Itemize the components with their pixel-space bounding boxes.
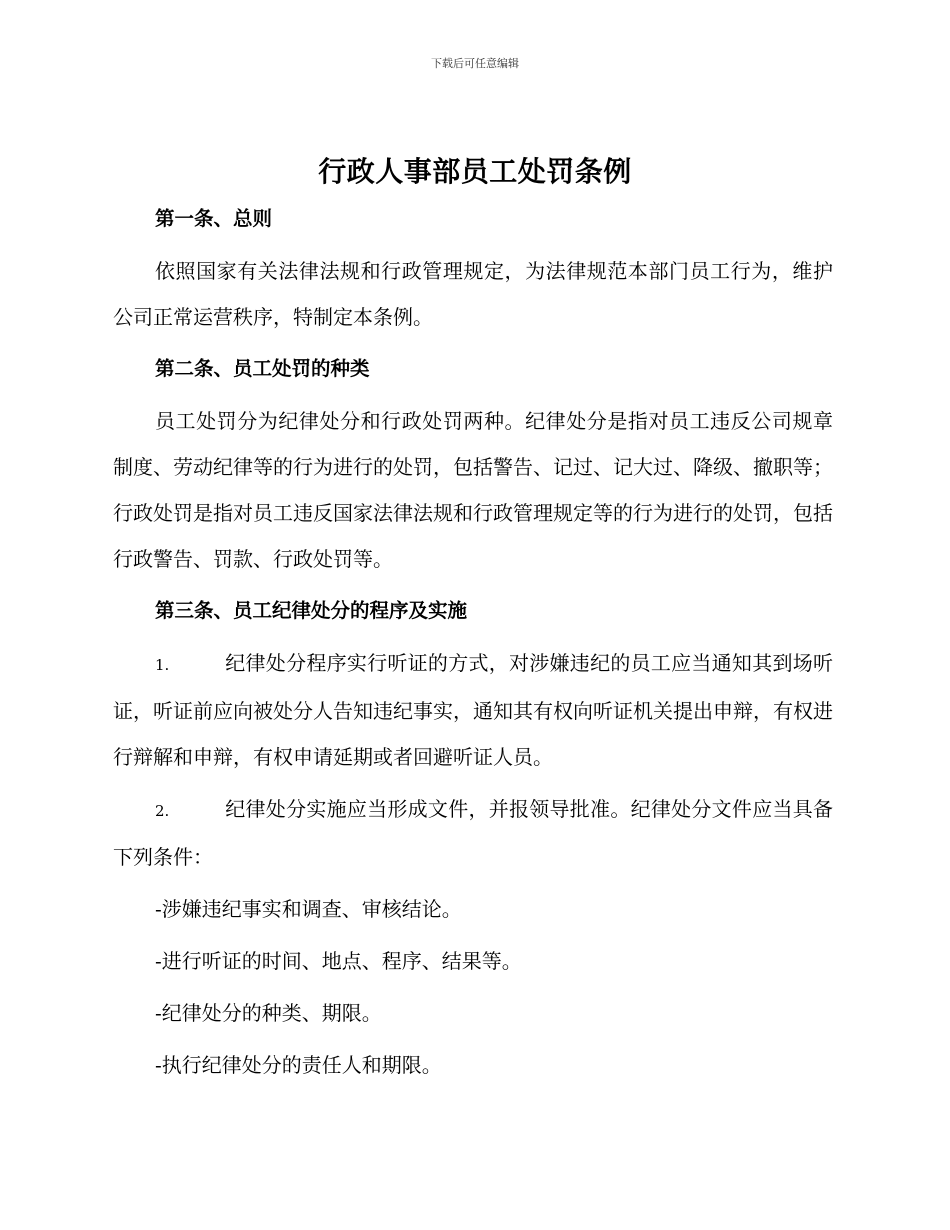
list-item: -执行纪律处分的责任人和期限。 xyxy=(155,1053,442,1077)
list-item: -进行听证的时间、地点、程序、结果等。 xyxy=(155,949,522,973)
list-number: 2. xyxy=(155,802,170,820)
numbered-paragraph-text: 纪律处分实施应当形成文件，并报领导批准。纪律处分文件应当具备下列条件： xyxy=(113,797,833,869)
list-item: -涉嫌违纪事实和调查、审核结论。 xyxy=(155,897,462,921)
section-heading-1: 第一条、总则 xyxy=(155,207,273,230)
document-title: 行政人事部员工处罚条例 xyxy=(318,155,632,188)
section-2-paragraph: 员工处罚分为纪律处分和行政处罚两种。纪律处分是指对员工违反公司规章制度、劳动纪律等的行为进行的处罚，包括警告、记过、记大过、降级、撤职等；行政处罚是指对员工违反国家法律法规和行政管理规定等的行为进行的处罚，包括行政警告、罚款、行政处罚等。 xyxy=(113,409,833,571)
list-item: -纪律处分的种类、期限。 xyxy=(155,1001,382,1025)
numbered-paragraph-2 xyxy=(113,786,833,880)
header-note: 下载后可任意编辑 xyxy=(431,57,519,70)
list-number: 1. xyxy=(155,656,170,674)
section-heading-2: 第二条、员工处罚的种类 xyxy=(155,357,370,380)
numbered-paragraph-1 xyxy=(113,640,833,780)
numbered-paragraph-text: 纪律处分程序实行听证的方式，对涉嫌违纪的员工应当通知其到场听证，听证前应向被处分人告知违纪事实，通知其有权向听证机关提出申辩，有权进行辩解和申辩，有权申请延期或者回避听证人员。 xyxy=(113,651,833,769)
document-body xyxy=(113,190,833,1094)
section-1-paragraph: 依照国家有关法律法规和行政管理规定，为法律规范本部门员工行为，维护公司正常运营秩序，特制定本条例。 xyxy=(113,259,833,329)
section-heading-3: 第三条、员工纪律处分的程序及实施 xyxy=(155,599,468,622)
